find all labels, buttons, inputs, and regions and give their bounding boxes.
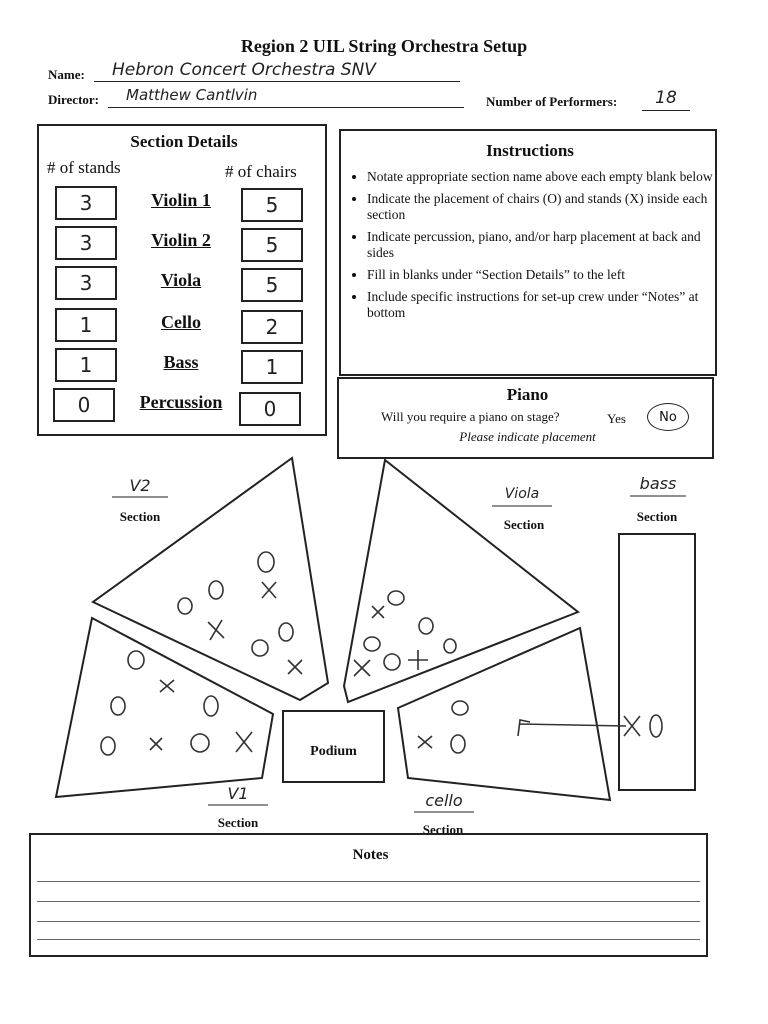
notes-line[interactable] <box>37 901 700 902</box>
cello-chairs[interactable]: 2 <box>241 310 303 344</box>
section-label-bass: Section <box>636 509 678 524</box>
stage-diagram <box>0 440 768 840</box>
viola-stands[interactable]: 3 <box>55 266 117 300</box>
piano-no-option[interactable]: No <box>647 403 689 431</box>
instructions-panel <box>339 129 717 376</box>
violin1-section-area[interactable] <box>56 618 273 797</box>
bass-label: Bass <box>163 352 199 372</box>
piano-title: Piano <box>506 385 549 404</box>
notes-line[interactable] <box>37 881 700 882</box>
piano-placement-note: Please indicate placement <box>459 429 596 444</box>
cello-section-area[interactable] <box>398 628 610 800</box>
percussion-chairs[interactable]: 0 <box>239 392 301 426</box>
bass-section-area[interactable] <box>619 534 695 790</box>
instructions-list <box>349 169 719 327</box>
section-label-v1: Section <box>217 815 259 830</box>
instruction-item: • Include specific instructions for set-up crew under “Notes” at bottom <box>367 289 719 321</box>
piano-question: Will you require a piano on stage? <box>381 409 560 424</box>
stands-header: # of stands <box>47 158 121 177</box>
percussion-label: Percussion <box>139 392 223 412</box>
cello-stands[interactable]: 1 <box>55 308 117 342</box>
violin2-stands[interactable]: 3 <box>55 226 117 260</box>
performers-field[interactable]: 18 <box>642 88 690 111</box>
podium-label: Podium <box>310 744 357 759</box>
section-name-viola[interactable]: Viola <box>504 486 540 502</box>
chair-stand-markings <box>101 552 662 755</box>
percussion-stands[interactable]: 0 <box>53 388 115 422</box>
section-label-viola: Section <box>503 517 545 532</box>
name-label: Name: <box>48 67 85 82</box>
director-label: Director: <box>48 92 100 107</box>
violin2-chairs[interactable]: 5 <box>241 228 303 262</box>
page-title: Region 2 UIL String Orchestra Setup <box>240 36 528 56</box>
chairs-header: # of chairs <box>225 162 297 181</box>
section-name-cello[interactable]: cello <box>425 791 463 810</box>
notes-line[interactable] <box>37 939 700 940</box>
instruction-item: • Indicate the placement of chairs (O) and stands (X) inside each section <box>367 191 719 223</box>
piano-yes-option[interactable]: Yes <box>607 411 626 426</box>
section-details-panel <box>37 124 327 436</box>
viola-chairs[interactable]: 5 <box>241 268 303 302</box>
notes-line[interactable] <box>37 921 700 922</box>
section-name-bass[interactable]: bass <box>639 474 677 493</box>
performers-label: Number of Performers: <box>486 94 618 109</box>
director-field[interactable]: Matthew Cantlvin <box>108 86 464 108</box>
bass-chairs[interactable]: 1 <box>241 350 303 384</box>
section-name-v2[interactable]: V2 <box>129 476 151 495</box>
instruction-item: • Indicate percussion, piano, and/or harp placement at back and sides <box>367 229 719 261</box>
instruction-item: • Fill in blanks under “Section Details” to the left <box>367 267 719 283</box>
viola-label: Viola <box>160 270 202 290</box>
violin1-label: Violin 1 <box>151 190 211 210</box>
section-label-v2: Section <box>119 509 161 524</box>
section-label-cello: Section <box>422 822 464 837</box>
violin1-chairs[interactable]: 5 <box>241 188 303 222</box>
notes-panel <box>29 833 708 957</box>
section-name-v1[interactable]: V1 <box>227 784 249 803</box>
bass-stands[interactable]: 1 <box>55 348 117 382</box>
notes-title: Notes <box>352 847 389 863</box>
section-details-title: Section Details <box>130 132 238 151</box>
violin1-stands[interactable]: 3 <box>55 186 117 220</box>
instruction-item: • Notate appropriate section name above each empty blank below <box>367 169 719 185</box>
instructions-title: Instructions <box>486 141 574 160</box>
violin2-label: Violin 2 <box>151 230 211 250</box>
name-field[interactable]: Hebron Concert Orchestra SNV <box>94 60 460 82</box>
cello-label: Cello <box>161 312 201 332</box>
